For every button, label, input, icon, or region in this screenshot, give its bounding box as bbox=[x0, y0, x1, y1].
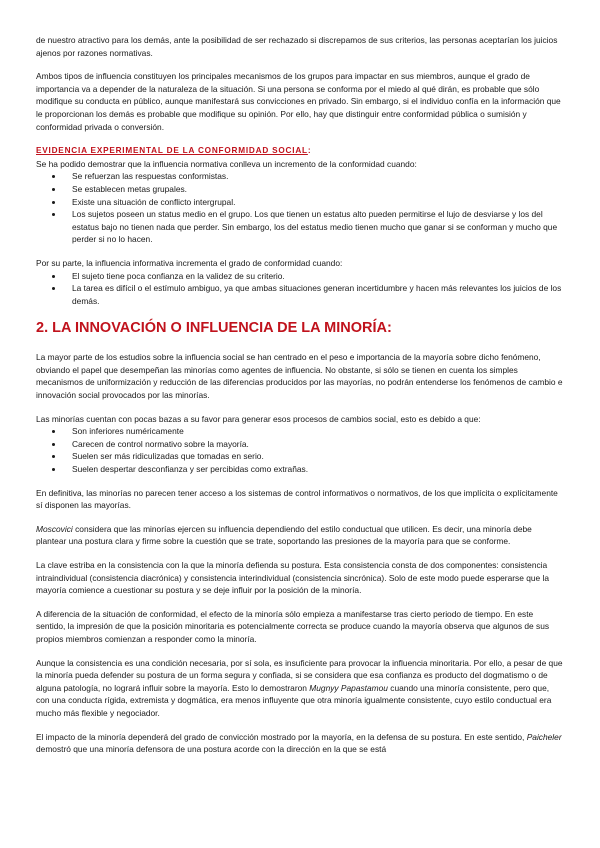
minority-disadvantages-list bbox=[36, 425, 564, 475]
evidence-heading: EVIDENCIA EXPERIMENTAL DE LA CONFORMIDAD SOCIAL bbox=[36, 146, 308, 156]
informative-conditions-list bbox=[36, 270, 564, 308]
paragraph-minority-studies: La mayor parte de los estudios sobre la influencia social se han centrado en el peso e importancia de la mayoría sobre dicho fenómeno, obviando el papel que desempeñan las minorías como agentes de influencia. No obstante, si sólo se tienen en cuenta los simples mecanismos de uniformización y reducción de las diferencias producidos por las mayorías, no podrán entenderse los fenómenos de cambio e innovación social provocados por las minorías. bbox=[36, 352, 563, 401]
informative-intro: Por su parte, la influencia informativa incrementa el grado de conformidad cuando: bbox=[36, 257, 343, 268]
list-item: • Se refuerzan las respuestas conformistas. bbox=[64, 170, 564, 183]
author-name: Mugnyy Papastamou bbox=[309, 682, 388, 693]
list-item: • La tarea es difícil o el estímulo ambiguo, ya que ambas situaciones generan incertidumbre y hacen más relevantes los juicios de los demás. bbox=[64, 282, 564, 307]
paragraph-minority-disadvantages: Las minorías cuentan con pocas bazas a su favor para generar esos procesos de cambios social, esto es debido a que: bbox=[36, 413, 481, 424]
evidence-intro: Se ha podido demostrar que la influencia normativa conlleva un incremento de la conformidad cuando: bbox=[36, 158, 417, 169]
list-item: • Suelen despertar desconfianza y ser percibidas como extrañas. bbox=[64, 463, 564, 476]
paragraph-mugny bbox=[36, 657, 564, 720]
paragraph-consistency: La clave estriba en la consistencia con la que la minoría defienda su postura. Esta consistencia consta de dos componentes: consistencia intraindividual (consistencia diacrónica) y consistencia interindividual (consistencia sincrónica). Solo de este modo puede esperarse que la mayoría comience a cuestionar su postura y se deje influir por la posición de la minoría. bbox=[36, 560, 550, 596]
list-item: • Existe una situación de conflicto intergrupal. bbox=[64, 196, 564, 209]
list-item: • Los sujetos poseen un status medio en el grupo. Los que tienen un estatus alto pueden permitirse el lujo de desviarse y los del estatus bajo no tienen nada que perder. Sin embargo, los del estatus medio tienen mucho que ganar si se conforman y mucho que perder si no lo hacen. bbox=[64, 208, 564, 246]
list-item: • Suelen ser más ridiculizadas que tomadas en serio. bbox=[64, 450, 564, 463]
paragraph-text: demostró que una minoría defensora de una postura acorde con la dirección en la que se está bbox=[36, 744, 387, 755]
paragraph-influence-types: Ambos tipos de influencia constituyen los principales mecanismos de los grupos para impactar en sus miembros, aunque el grado de importancia va a depender de la naturaleza de la situación. Si una persona se conforma por el miedo al qué dirán, es probable que sólo modifique su conducta en público, aunque manifestará sus convicciones en privado. Sin embargo, si el individuo confía en la información que le proporcionan los demás es probable que modifique su opinión. Por ello, hay que distinguir entre conformidad pública o sumisión y conformidad privada o conversión. bbox=[36, 71, 561, 132]
paragraph-text: El impacto de la minoría dependerá del grado de convicción mostrado por la mayoría, en la defensa de su postura. En este sentido, bbox=[36, 731, 527, 742]
paragraph-control-systems: En definitiva, las minorías no parecen tener acceso a los sistemas de control informativos o normativos, de los que implícita o explícitamente sí disponen las mayorías. bbox=[36, 487, 558, 511]
paragraph-normative-reasons: de nuestro atractivo para los demás, ante la posibilidad de ser rechazado si discrepamos de sus criterios, las personas aceptarían los juicios ajenos por razones normativas. bbox=[36, 35, 558, 58]
paragraph-paicheler bbox=[36, 731, 564, 756]
list-item: • Se establecen metas grupales. bbox=[64, 183, 564, 196]
paragraph-text: cuando una minoría consistente, pero que, con una conducta rígida, extremista y dogmática, era menos influyente que otra minoría igualmente consistente, cuyo estilo conductual era mucho más flexible y negociador. bbox=[36, 682, 552, 718]
list-item: • El sujeto tiene poca confianza en la validez de su criterio. bbox=[64, 270, 564, 283]
normative-conditions-list bbox=[36, 170, 564, 246]
paragraph-text: Aunque la consistencia es una condición necesaria, por sí sola, es insuficiente para provocar la influencia minoritaria. Por ello, a pesar de que la minoría pueda defender su postura de un forma segura y confiada, si se considera que esa confianza es producto del dogmatismo o de alguna patología, no logrará influir sobre la mayoría. Esto lo demostraron bbox=[36, 657, 563, 693]
author-name: Paicheler bbox=[526, 731, 562, 742]
paragraph-conformity-difference: A diferencia de la situación de conformidad, el efecto de la minoría sólo empieza a manifestarse tras cierto periodo de tiempo. En este sentido, la impresión de que la posición minoritaria es potencialmente correcta se produce cuando la mayoría observa que algunos de sus propios miembros comienzan a responder como la minoría. bbox=[36, 608, 550, 644]
paragraph-moscovici bbox=[36, 523, 564, 548]
section-title: 2. LA INNOVACIÓN O INFLUENCIA DE LA MINORÍA: bbox=[36, 320, 392, 337]
paragraph-text: considera que las minorías ejercen su influencia dependiendo del estilo conductual que utilicen. Es decir, una minoría debe plantear una postura clara y firme sobre la cuestión que se trate, soportando las presiones de la mayoría para que se conforme. bbox=[36, 523, 532, 547]
author-name: Moscovici bbox=[36, 523, 73, 534]
list-item: • Son inferiores numéricamente bbox=[64, 425, 564, 438]
list-item: • Carecen de control normativo sobre la mayoría. bbox=[64, 438, 564, 451]
evidence-heading-colon: : bbox=[307, 145, 311, 156]
